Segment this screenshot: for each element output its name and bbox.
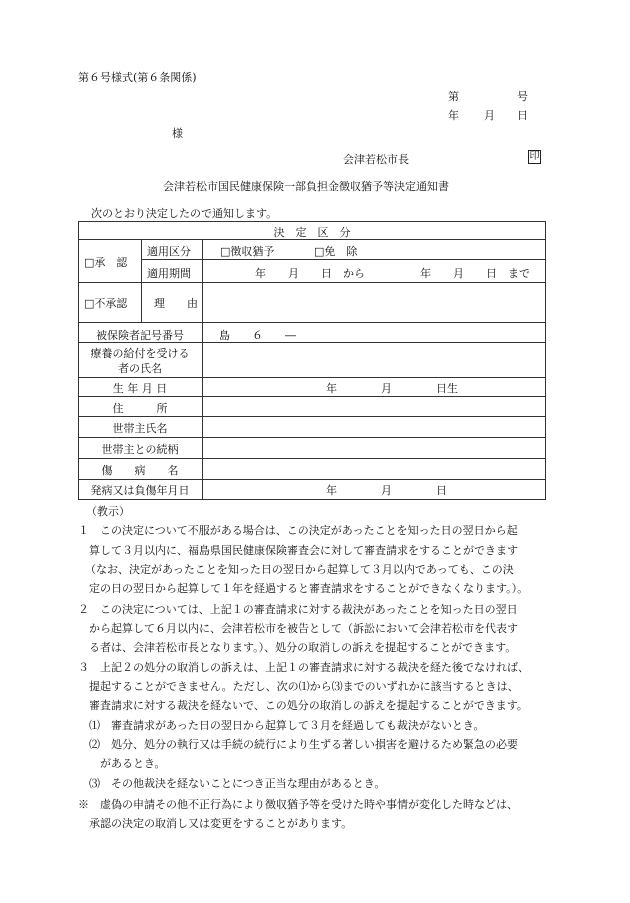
table-rule: [78, 499, 546, 500]
option-exemption: □免 除: [314, 245, 358, 258]
table-rule: [78, 416, 546, 417]
note-1-line: 定の日の翌日から起算して１年を経過すると審査請求をすることができなくなります。）。: [89, 582, 529, 595]
table-rule: [78, 396, 546, 397]
table-rule: [78, 221, 546, 222]
date-year: 年: [448, 109, 459, 122]
householder-relation-label: 世帯主との続柄: [101, 443, 179, 456]
table-rule: [78, 479, 546, 480]
table-rule: [78, 437, 546, 438]
reason-label: 理 由: [154, 297, 198, 310]
table-rule: [78, 322, 546, 323]
birth-date-label: 生 年 月 日: [112, 382, 168, 395]
insured-number-value: 島 ６ ―: [219, 329, 296, 342]
warning-note: ※ 虚偽の申請その他不正行為により徴収猶予等を受けた時や事情が変化した時などは、: [78, 798, 518, 811]
table-rule: [141, 239, 142, 322]
note-2-line: から起算して６月以内に、会津若松市を被告として（訴訟において会津若松市を代表す: [89, 622, 518, 635]
onset-date-value: 年 月 日: [326, 484, 447, 497]
apply-period-value: 年 月 日 から 年 月 日 まで: [255, 267, 530, 280]
recipient-name-label-2: 者の氏名: [118, 362, 162, 375]
apply-category-label: 適用区分: [147, 245, 191, 258]
approve-checkbox: □承 認: [84, 256, 128, 269]
note-3-item-1: ⑴ 審査請求があった日の翌日から起算して３月を経過しても裁決がないとき。: [89, 719, 485, 732]
form-number: 第６号様式(第６条関係): [78, 71, 197, 84]
note-1-line: 算して３月以内に、福島県国民健康保険審査会に対して審査請求をすることができます: [89, 544, 518, 557]
note-3-item-2: ⑵ 処分、処分の執行又は手続の続行により生ずる著しい損害を避けるため緊急の必要: [89, 738, 518, 751]
instructions-heading: （教示）: [86, 505, 130, 518]
decision-table: [78, 221, 546, 500]
option-deferral: □徴収猶予: [220, 245, 275, 258]
table-rule: [202, 239, 203, 499]
seal-stamp-box: 印: [529, 151, 540, 162]
disapprove-checkbox: □不承認: [84, 297, 128, 310]
address-label: 住 所: [112, 402, 168, 415]
issuer-name: 会津若松市長: [343, 153, 409, 166]
note-3-line: ３ 上記２の処分の取消しの訴えは、上記１の審査請求に対する裁決を経た後でなければ、: [78, 661, 529, 674]
note-2-line: ２ この決定については、上記１の審査請求に対する裁決があったことを知った日の翌日: [78, 603, 518, 616]
apply-period-label: 適用期間: [147, 267, 191, 280]
table-rule: [78, 377, 546, 378]
number-label-go: 号: [517, 90, 528, 103]
number-label-dai: 第: [448, 90, 459, 103]
disease-name-label: 傷 病 名: [101, 464, 179, 477]
onset-date-label: 発病又は負傷年月日: [90, 484, 190, 497]
insured-number-label: 被保険者記号番号: [96, 329, 184, 342]
birth-date-value: 年 月 日生: [326, 382, 458, 395]
table-rule: [78, 458, 546, 459]
document-title: 会津若松市国民健康保険一部負担金徴収猶予等決定通知書: [163, 180, 449, 193]
note-3-item-2-cont: があるとき。: [100, 757, 166, 770]
note-1-line: （なお、決定があったことを知った日の翌日から起算して３月以内であっても、この決: [85, 563, 514, 576]
warning-note-cont: 承認の決定の取消し又は変更をすることがあります。: [89, 817, 353, 830]
date-month: 月: [484, 109, 495, 122]
table-rule: [545, 221, 546, 500]
note-3-line: 提起することができません。ただし、次の⑴から⑶までのいずれかに該当するときは、: [89, 680, 519, 693]
recipient-name-label: 療養の給付を受ける: [90, 347, 190, 360]
table-rule: [78, 282, 546, 283]
note-1-line: １ この決定について不服がある場合は、この決定があったことを知った日の翌日から起: [78, 524, 518, 537]
note-3-item-3: ⑶ その他裁決を経ないことにつき正当な理由があるとき。: [89, 777, 386, 790]
addressee-suffix: 様: [172, 127, 183, 140]
intro-text: 次のとおり決定したので通知します。: [91, 207, 278, 220]
householder-name-label: 世帯主氏名: [112, 422, 168, 435]
decision-heading: 決 定 区 分: [273, 226, 351, 239]
note-2-line: る者は、会津若松市長となります。）、処分の取消しの訴えを提起することができます。: [89, 641, 517, 654]
note-3-line: 審査請求に対する裁決を経ないで、この処分の取消しの訴えを提起することができます。: [89, 699, 528, 712]
date-day: 日: [517, 109, 528, 122]
